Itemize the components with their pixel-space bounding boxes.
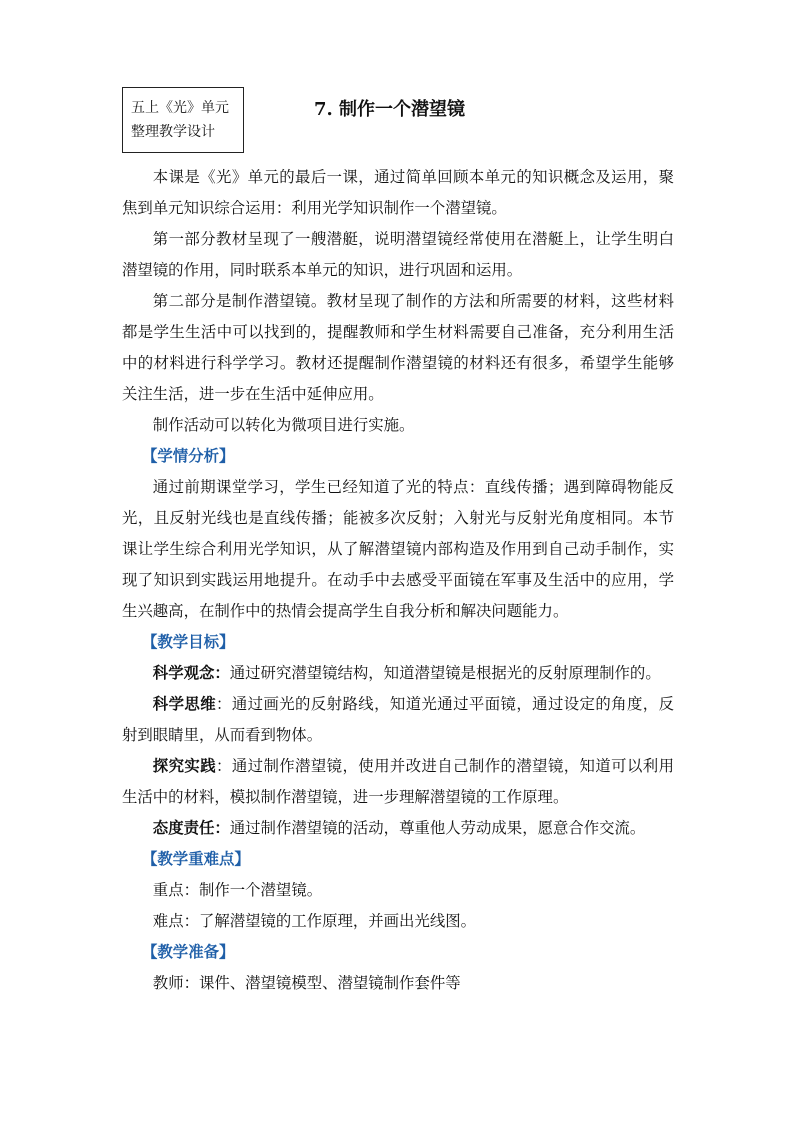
intro-paragraph-2: 第一部分教材呈现了一艘潜艇，说明潜望镜经常使用在潜艇上，让学生明白潜望镜的作用，同时联系本单元的知识，进行巩固和运用。: [122, 230, 674, 279]
goal-item: [122, 751, 674, 813]
goal-lead: 科学观念：: [152, 664, 230, 682]
section-heading-analysis: 【学情分析】: [142, 447, 235, 465]
goal-item: [122, 658, 674, 689]
key-point-focus: 重点：制作一个潜望镜。: [152, 881, 323, 899]
intro-paragraph-3: 第二部分是制作潜望镜。教材呈现了制作的方法和所需要的材料，这些材料都是学生生活中可以找到的，提醒教师和学生材料需要自己准备，充分利用生活中的材料进行科学学习。教材还提醒制作潜望镜的材料还有很多，希望学生能够关注生活，进一步在生活中延伸应用。: [122, 292, 674, 403]
intro-paragraph-1: 本课是《光》单元的最后一课，通过简单回顾本单元的知识概念及运用，聚焦到单元知识综合运用：利用光学知识制作一个潜望镜。: [122, 168, 674, 217]
preparation-teacher: 教师：课件、潜望镜模型、潜望镜制作套件等: [152, 974, 461, 992]
goal-item: [122, 813, 674, 844]
goal-text: 通过制作潜望镜的活动，尊重他人劳动成果，愿意合作交流。: [229, 819, 646, 837]
analysis-paragraph: 通过前期课堂学习，学生已经知道了光的特点：直线传播；遇到障碍物能反光，且反射光线也是直线传播；能被多次反射；入射光与反射光角度相同。本节课让学生综合利用光学知识，从了解潜望镜内部构造及作用到自己动手制作，实现了知识到实践运用地提升。在动手中去感受平面镜在军事及生活中的应用，学生兴趣高，在制作中的热情会提高学生自我分析和解决问题能力。: [122, 478, 674, 620]
goal-text: 通过研究潜望镜结构，知道潜望镜是根据光的反射原理制作的。: [229, 664, 661, 682]
document-body: [122, 162, 674, 999]
document-title: 7. 制作一个潜望镜: [314, 99, 466, 120]
goal-lead: 探究实践: [152, 757, 217, 775]
goal-lead: 态度责任：: [152, 819, 230, 837]
goal-text: ：通过画光的反射路线，知道光通过平面镜，通过设定的角度，反射到眼睛里，从而看到物体。: [122, 695, 674, 744]
goal-item: [122, 689, 674, 751]
section-heading-key-points: 【教学重难点】: [142, 850, 250, 868]
unit-label-line1: 五上《光》单元: [131, 100, 229, 116]
goal-lead: 科学思维: [152, 695, 217, 713]
key-point-difficulty: 难点：了解潜望镜的工作原理，并画出光线图。: [152, 912, 477, 930]
section-heading-goals: 【教学目标】: [142, 633, 235, 651]
unit-label-line2: 整理教学设计: [131, 124, 215, 140]
intro-paragraph-4: 制作活动可以转化为微项目进行实施。: [152, 416, 415, 434]
section-heading-preparation: 【教学准备】: [142, 943, 235, 961]
goal-text: ：通过制作潜望镜，使用并改进自己制作的潜望镜，知道可以利用生活中的材料，模拟制作潜望镜，进一步理解潜望镜的工作原理。: [122, 757, 674, 806]
unit-label-box: [122, 87, 244, 153]
